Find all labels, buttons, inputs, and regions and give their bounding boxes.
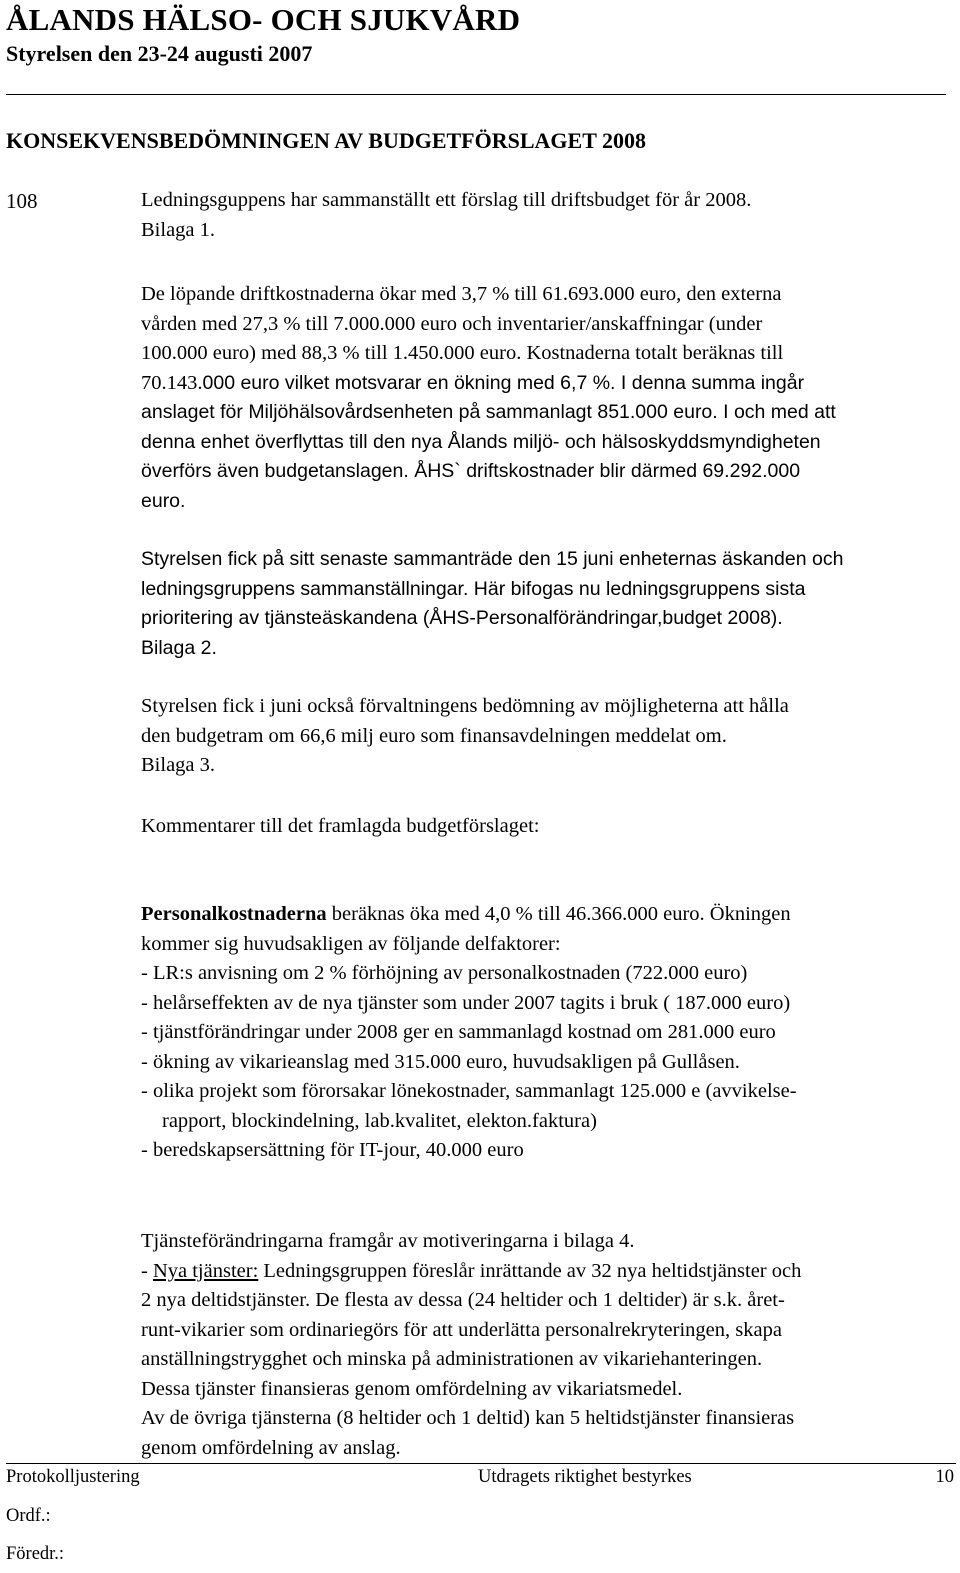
costs-line-serif-part: 70.143. xyxy=(141,371,203,394)
personnel-line: kommer sig huvudsakligen av följande delfaktorer: xyxy=(141,932,561,955)
june-line: den budgetram om 66,6 milj euro som finansavdelningen meddelat om. xyxy=(141,724,727,747)
personnel-line-indented: rapport, blockindelning, lab.kvalitet, elekton.faktura) xyxy=(162,1109,597,1132)
header-divider xyxy=(6,94,946,95)
positions-line: genom omfördelning av anslag. xyxy=(141,1436,401,1459)
personnel-section xyxy=(141,900,797,1166)
intro-line: Ledningsguppens har sammanställt ett förslag till driftsbudget för år 2008. xyxy=(141,189,752,211)
intro-line: Bilaga 1. xyxy=(141,218,216,241)
board-paragraph xyxy=(141,545,843,663)
section-number: 108 xyxy=(6,189,38,213)
new-positions-label: Nya tjänster: xyxy=(152,1259,259,1282)
costs-line: överförs även budgetanslagen. ÅHS` driftskostnader blir därmed 69.292.000 xyxy=(141,460,801,482)
costs-paragraph xyxy=(141,280,836,516)
chair-label: Ordf.: xyxy=(6,1506,51,1526)
board-line: Bilaga 2. xyxy=(141,636,217,659)
section-title: KONSEKVENSBEDÖMNINGEN AV BUDGETFÖRSLAGET 2008 xyxy=(6,128,646,153)
costs-line: anslaget för Miljöhälsovårdsenheten på sammanlagt 851.000 euro. I och med att xyxy=(141,401,836,423)
personnel-line: - helårseffekten av de nya tjänster som under 2007 tagits i bruk ( 187.000 euro) xyxy=(141,991,791,1014)
costs-line: euro. xyxy=(141,489,186,512)
comments-heading: Kommentarer till det framlagda budgetförslaget: xyxy=(141,815,540,837)
positions-line-2 xyxy=(141,1257,801,1287)
positions-line: Tjänsteförändringarna framgår av motiveringarna i bilaga 4. xyxy=(141,1230,635,1252)
costs-line: 100.000 euro) med 88,3 % till 1.450.000 euro. Kostnaderna totalt beräknas till xyxy=(141,342,784,364)
personnel-line: - olika projekt som förorsakar lönekostnader, sammanlagt 125.000 e (avvikelse- xyxy=(141,1080,797,1102)
positions-line: anställningstrygghet och minska på administrationen av vikariehanteringen. xyxy=(141,1348,763,1370)
board-line: ledningsgruppens sammanställningar. Här bifogas nu ledningsgruppens sista xyxy=(141,577,806,600)
personnel-line: - ökning av vikarieanslag med 315.000 euro, huvudsakligen på Gullåsen. xyxy=(141,1050,740,1073)
footer-certified: Utdragets riktighet bestyrkes xyxy=(478,1467,692,1487)
costs-line: vården med 27,3 % till 7.000.000 euro och inventarier/anskaffningar (under xyxy=(141,312,763,335)
board-line: prioritering av tjänsteäskandena (ÅHS-Personalförändringar,budget 2008). xyxy=(141,607,783,629)
positions-dash: - xyxy=(141,1259,153,1282)
personnel-line: - beredskapsersättning för IT-jour, 40.000 euro xyxy=(141,1139,524,1161)
positions-line: Dessa tjänster finansieras genom omfördelning av vikariatsmedel. xyxy=(141,1377,683,1400)
june-paragraph xyxy=(141,692,789,781)
board-line: Styrelsen fick på sitt senaste sammanträde den 15 juni enheternas äskanden och xyxy=(141,548,844,570)
meeting-date: Styrelsen den 23-24 augusti 2007 xyxy=(6,41,313,66)
costs-line: denna enhet överflyttas till den nya Ålands miljö- och hälsoskyddsmyndigheten xyxy=(141,430,821,453)
positions-line: 2 nya deltidstjänster. De flesta av dessa (24 heltider och 1 deltider) är s.k. året- xyxy=(141,1289,785,1311)
personnel-bold-lead: Personalkostnaderna xyxy=(141,903,327,925)
positions-section xyxy=(141,1227,801,1463)
footer-divider xyxy=(6,1463,956,1464)
footer-protocol-check: Protokolljustering xyxy=(6,1467,140,1487)
costs-line: De löpande driftkostnaderna ökar med 3,7 % till 61.693.000 euro, den externa xyxy=(141,283,782,305)
presenter-label: Föredr.: xyxy=(6,1544,65,1564)
personnel-first-line xyxy=(141,900,797,930)
personnel-line: - LR:s anvisning om 2 % förhöjning av personalkostnaden (722.000 euro) xyxy=(141,962,748,984)
costs-line-mixed xyxy=(141,369,836,399)
intro-paragraph xyxy=(141,186,751,245)
positions-line: runt-vikarier som ordinariegörs för att underlätta personalrekryteringen, skapa xyxy=(141,1318,782,1341)
positions-line2-rest: Ledningsgruppen föreslår inrättande av 32 nya heltidstjänster och xyxy=(258,1259,802,1282)
organization-title: ÅLANDS HÄLSO- OCH SJUKVÅRD xyxy=(6,2,521,37)
costs-line-sans-part: 000 euro vilket motsvarar en ökning med 6,7 %. I denna summa ingår xyxy=(202,371,805,394)
june-line: Styrelsen fick i juni också förvaltningens bedömning av möjligheterna att hålla xyxy=(141,695,789,717)
personnel-line: - tjänstförändringar under 2008 ger en sammanlagd kostnad om 281.000 euro xyxy=(141,1021,776,1043)
page-number: 10 xyxy=(935,1467,954,1487)
positions-line: Av de övriga tjänsterna (8 heltider och 1 deltid) kan 5 heltidstjänster finansieras xyxy=(141,1407,795,1429)
june-line: Bilaga 3. xyxy=(141,754,216,776)
personnel-first-rest: beräknas öka med 4,0 % till 46.366.000 euro. Ökningen xyxy=(326,903,791,925)
